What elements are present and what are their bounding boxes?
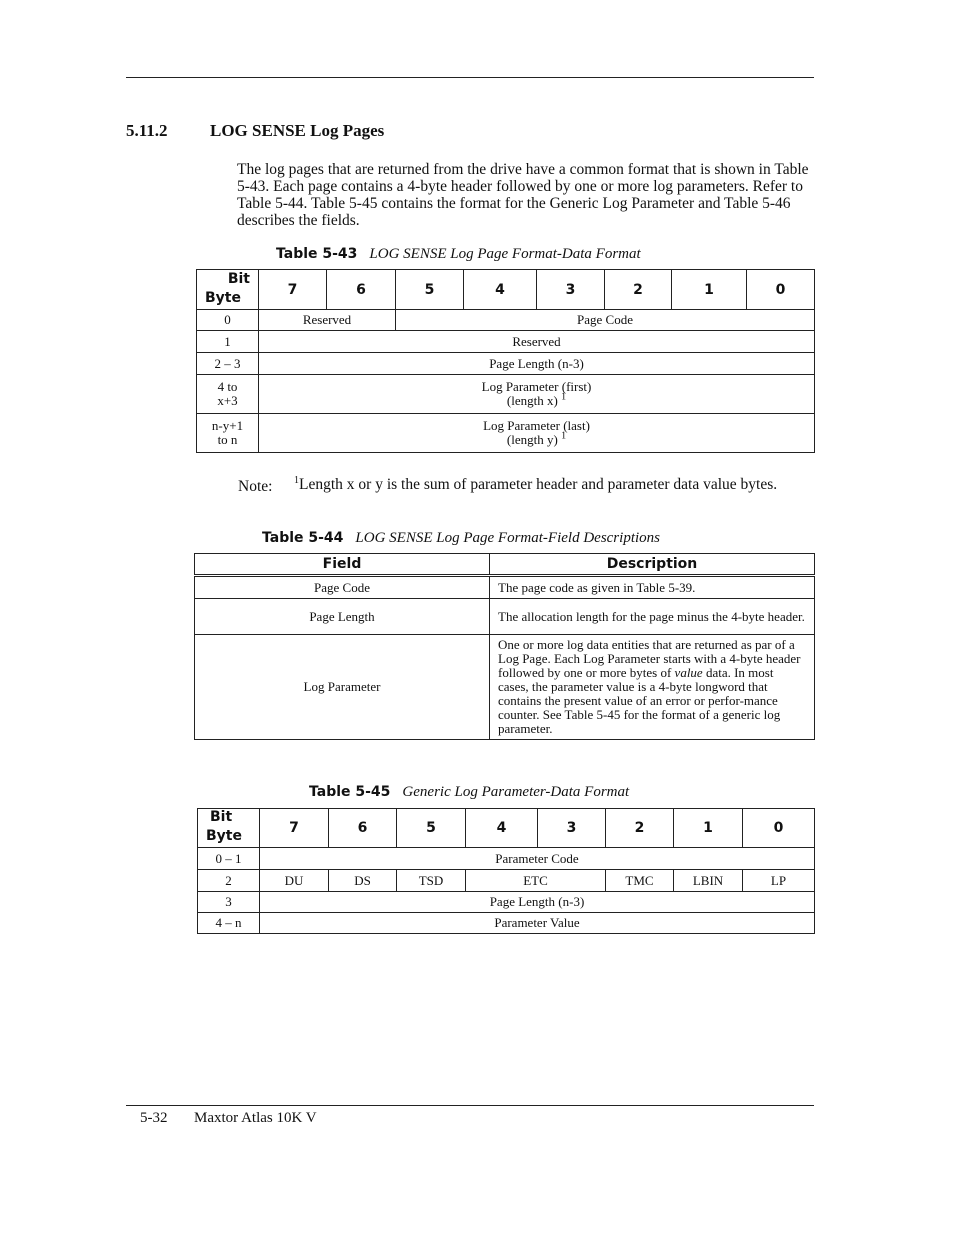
page-footer xyxy=(140,1110,317,1127)
byte-line: to n xyxy=(217,432,238,447)
description-header: Description xyxy=(490,554,815,576)
byte-cell: 0 – 1 xyxy=(198,848,260,870)
field-cell: TSD xyxy=(397,870,466,892)
bit-label: Bit xyxy=(227,271,250,287)
bit-header: 2 xyxy=(605,270,672,310)
section-number: 5.11.2 xyxy=(126,121,168,140)
table-row xyxy=(198,913,815,934)
field-cell xyxy=(259,375,815,414)
field-cell: LBIN xyxy=(674,870,743,892)
footnote-marker: 1 xyxy=(294,474,299,486)
field-cell: Parameter Code xyxy=(260,848,815,870)
bit-byte-header xyxy=(197,270,259,310)
note-label: Note: xyxy=(238,478,273,495)
field-cell: Reserved xyxy=(259,310,396,331)
byte-label: Byte xyxy=(206,828,242,844)
byte-line: 4 to xyxy=(217,379,238,394)
table-row xyxy=(195,635,815,740)
field-cell: DU xyxy=(260,870,329,892)
table-row xyxy=(198,870,815,892)
field-line: (length y) xyxy=(506,432,558,447)
section-heading xyxy=(126,121,384,141)
table-44-caption xyxy=(262,530,660,547)
field-cell: TMC xyxy=(606,870,674,892)
table-number: Table 5-45 xyxy=(309,784,391,800)
table-header-row xyxy=(198,809,815,848)
table-row xyxy=(198,892,815,913)
field-cell: Reserved xyxy=(259,331,815,353)
byte-cell xyxy=(197,414,259,453)
table-row xyxy=(197,414,815,453)
byte-cell: 4 – n xyxy=(198,913,260,934)
table-row xyxy=(197,375,815,414)
desc-part: data. In most cases, the parameter value is a 4-byte longword that contains the present value of an error or perfor-mance counter. See Table 5-45 for the format of a generic log parameter. xyxy=(498,665,781,736)
description-cell: The page code as given in Table 5-39. xyxy=(490,576,815,599)
footnote-ref: 1 xyxy=(561,391,567,403)
field-cell: Page Code xyxy=(195,576,490,599)
table-45 xyxy=(197,808,815,934)
field-cell: LP xyxy=(743,870,815,892)
bit-header: 0 xyxy=(747,270,815,310)
field-cell: Page Length xyxy=(195,599,490,635)
byte-cell xyxy=(197,375,259,414)
bit-header: 6 xyxy=(327,270,396,310)
field-cell: ETC xyxy=(466,870,606,892)
bit-header: 0 xyxy=(743,809,815,848)
byte-line: n-y+1 xyxy=(211,418,244,433)
table-43-caption xyxy=(276,246,641,263)
description-cell: The allocation length for the page minus the 4-byte header. xyxy=(490,599,815,635)
bit-byte-header xyxy=(198,809,260,848)
bit-header: 4 xyxy=(466,809,538,848)
table-header-row xyxy=(195,554,815,576)
footnote-ref: 1 xyxy=(561,430,567,442)
table-title: LOG SENSE Log Page Format-Field Descriptions xyxy=(355,530,660,546)
bit-header: 5 xyxy=(396,270,464,310)
table-44 xyxy=(194,553,815,740)
table-row xyxy=(197,331,815,353)
field-cell: Log Parameter xyxy=(195,635,490,740)
table-row xyxy=(195,576,815,599)
field-cell: DS xyxy=(329,870,397,892)
field-line: Log Parameter (first) xyxy=(481,379,592,394)
table-title: LOG SENSE Log Page Format-Data Format xyxy=(369,246,641,262)
desc-emphasis: value xyxy=(674,665,703,680)
field-cell: Page Code xyxy=(396,310,815,331)
table-title: Generic Log Parameter-Data Format xyxy=(402,784,630,800)
field-header: Field xyxy=(195,554,490,576)
note-text xyxy=(294,476,794,493)
table-row xyxy=(195,599,815,635)
table-43 xyxy=(196,269,815,453)
desc-part: One or more log data entities that are returned as par of a Log Page. Each Log Parameter starts with a 4-byte header followed by one or more bytes of xyxy=(498,637,801,680)
byte-cell: 0 xyxy=(197,310,259,331)
bit-header: 1 xyxy=(674,809,743,848)
page-number: 5-32 xyxy=(140,1110,168,1126)
bit-header: 1 xyxy=(672,270,747,310)
table-header-row xyxy=(197,270,815,310)
field-cell xyxy=(259,414,815,453)
field-line: (length x) xyxy=(506,393,558,408)
field-cell: Page Length (n-3) xyxy=(260,892,815,913)
table-row xyxy=(197,353,815,375)
description-cell xyxy=(490,635,815,740)
field-cell: Parameter Value xyxy=(260,913,815,934)
section-title: LOG SENSE Log Pages xyxy=(210,121,385,140)
byte-label: Byte xyxy=(205,290,241,306)
byte-cell: 2 xyxy=(198,870,260,892)
bit-header: 3 xyxy=(537,270,605,310)
bit-label: Bit xyxy=(210,809,233,825)
table-number: Table 5-43 xyxy=(276,246,358,262)
byte-cell: 1 xyxy=(197,331,259,353)
bit-header: 2 xyxy=(606,809,674,848)
bit-header: 7 xyxy=(259,270,327,310)
byte-cell: 2 – 3 xyxy=(197,353,259,375)
bit-header: 6 xyxy=(329,809,397,848)
bit-header: 7 xyxy=(260,809,329,848)
bit-header: 3 xyxy=(538,809,606,848)
intro-paragraph: The log pages that are returned from the drive have a common format that is shown in Table 5-43. Each page contains a 4-byte header followed by one or more log parameters. Refer to Table 5-44. Table 5-45 contains the format for the Generic Log Parameter and Table 5-46 describes the fields. xyxy=(237,161,809,229)
table-row xyxy=(197,310,815,331)
byte-cell: 3 xyxy=(198,892,260,913)
bit-header: 5 xyxy=(397,809,466,848)
footer-rule xyxy=(126,1105,814,1106)
table-number: Table 5-44 xyxy=(262,530,344,546)
note-body: Length x or y is the sum of parameter header and parameter data value bytes. xyxy=(299,476,778,493)
table-row xyxy=(198,848,815,870)
table-45-caption xyxy=(309,784,629,801)
field-cell: Page Length (n-3) xyxy=(259,353,815,375)
footer-title: Maxtor Atlas 10K V xyxy=(194,1110,317,1126)
field-line: Log Parameter (last) xyxy=(483,418,590,433)
byte-line: x+3 xyxy=(217,393,238,408)
bit-header: 4 xyxy=(464,270,537,310)
top-rule xyxy=(126,77,814,78)
